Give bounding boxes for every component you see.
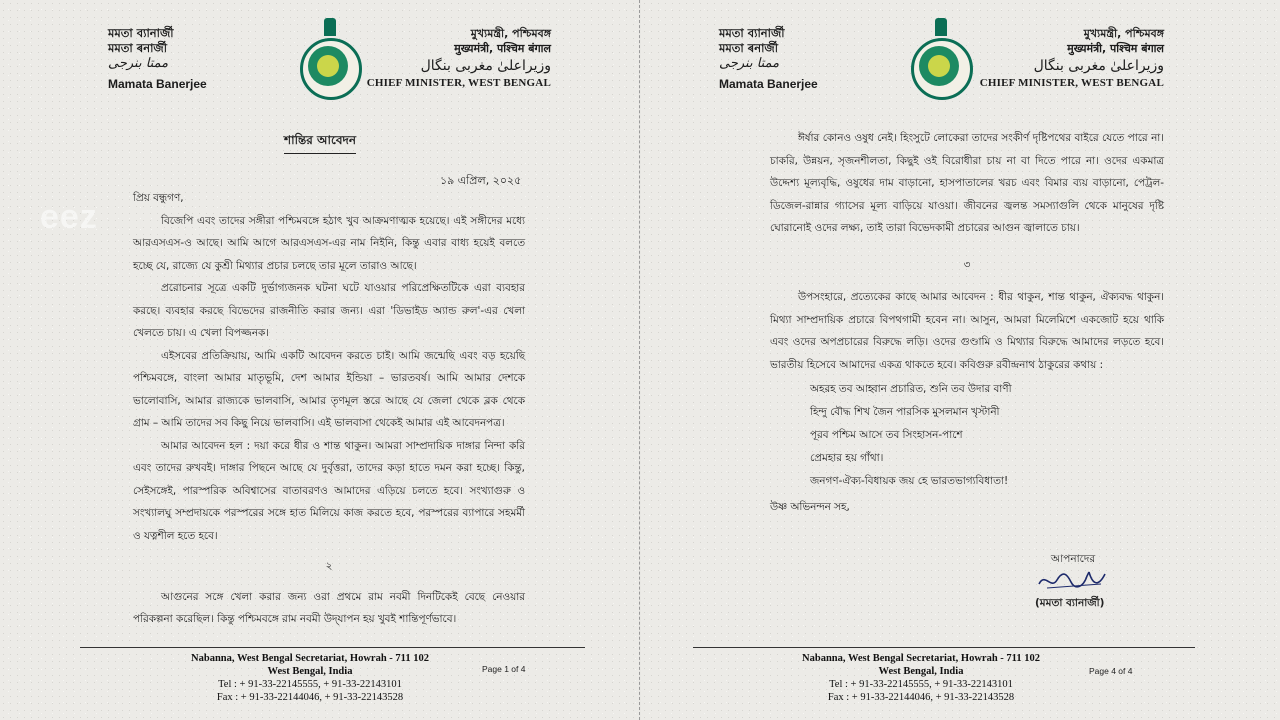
name-urdu: ممتا بنرجی — [719, 56, 780, 71]
signature-icon — [1037, 568, 1107, 592]
footer-rule — [693, 647, 1195, 648]
footer-address — [160, 652, 460, 704]
footer-rule — [80, 647, 585, 648]
poem-line: জনগণ-ঐক্য-বিধায়ক জয় হে ভারতভাগ্যবিধাতা! — [810, 475, 1009, 487]
header-title-block — [367, 26, 551, 90]
footer-line: Fax : + 91-33-22144046, + 91-33-22143528 — [216, 692, 404, 703]
footer-line: West Bengal, India — [878, 666, 964, 677]
footer-line: Tel : + 91-33-22145555, + 91-33-22143101 — [218, 679, 402, 690]
footer-line: West Bengal, India — [267, 666, 353, 677]
letter-date: ১৯ এপ্রিল, ২০২৫ — [440, 174, 522, 187]
footer-line: Tel : + 91-33-22145555, + 91-33-22143101 — [829, 679, 1013, 690]
salutation: প্রিয় বন্ধুগণ, — [133, 192, 184, 204]
section-marker: ২ — [325, 560, 333, 572]
paragraph: উপসংহারে, প্রত্যেকের কাছে আমার আবেদন : ধীর থাকুন, শান্ত থাকুন, ঐক্যবদ্ধ থাকুন। মিথ্যা সাম্প্রদায়িক প্রচারে বিপথগামী হবেন না। আসুন, আমরা মিলেমিশে একজোট হয়ে থাকি এবং ওদের অপপ্রচারের বিরুদ্ধে লড়ি। ওদের গুণ্ডামি ও মিথ্যার বিরুদ্ধে আমাদের লড়তে হবে। ভারতীয় হিসেবে আমাদের একত্র থাকতে হবে। কবিগুরু রবীন্দ্রনাথ ঠাকুরের কথায় : — [770, 291, 1164, 371]
title-hindi: मुख्यमंत्री, पश्चिम बंगाल — [1067, 42, 1164, 55]
page-number: Page 4 of 4 — [1089, 666, 1133, 676]
closing-yours: আপনাদের — [1051, 553, 1096, 565]
signatory-name: (মমতা ব্যানার্জী) — [1035, 597, 1105, 609]
header-name-block — [719, 26, 818, 92]
poem-quote — [770, 378, 1164, 493]
poem-line: প্রেমহার হয় গাঁথা। — [810, 452, 884, 464]
paragraph: বিজেপি এবং তাদের সঙ্গীরা পশ্চিমবঙ্গে হঠাৎ খুব আক্রমণাত্মক হয়েছে। এই সঙ্গীদের মধ্যে আরএসএস-ও আছে। আমি আগে আরএসএস-এর নাম নিইনি, কিন্তু এবার বাধ্য হয়েই বলতে হচ্ছে যে, রাজ্যে যে কুশ্রী মিথ্যার প্রচার চলছে তার মূলে তারাও আছে। — [133, 214, 525, 272]
name-regional: মমতা ৰনার্জী — [719, 41, 778, 55]
letter-body — [770, 127, 1164, 519]
paragraph: ঈর্ষার কোনও ওষুধ নেই। হিংসুটে লোকেরা তাদের সংকীর্ণ দৃষ্টিপথের বাইরে যেতে পারে না। চাকরি, উন্নয়ন, সৃজনশীলতা, কিছুই ওই বিরোধীরা চায় না বা দিতে পারে না। ওদের একমাত্র উদ্দেশ্য মূল্যবৃদ্ধি, ওষুধের দাম বাড়ানো, হাসপাতালের খরচ এবং বিমার ব্যয় বাড়ানো, পেট্রল-ডিজেল-রান্নার গ্যাসের মূল্য বাড়িয়ে যাওয়া। জীবনের জ্বলন্ত সমস্যাগুলি থেকে মানুষের দৃষ্টি ঘোরানোই ওদের লক্ষ্য, তাই তারা বিভেদকামী প্রচারের আগুন জ্বালাতে চায়। — [770, 132, 1164, 234]
document-title: শান্তির আবেদন — [284, 132, 356, 154]
name-english: Mamata Banerjee — [108, 77, 207, 91]
poem-line: অহরহ তব আহ্বান প্রচারিত, শুনি তব উদার বাণী — [810, 383, 1012, 395]
regards-line: উষ্ণ অভিনন্দন সহ, — [770, 501, 850, 513]
letter-page-1 — [0, 0, 639, 720]
paragraph: আগুনের সঙ্গে খেলা করার জন্য ওরা প্রথমে রাম নবমী দিনটিকেই বেছে নেওয়ার পরিকল্পনা করেছিল। কিন্তু পশ্চিমবঙ্গে রাম নবমী উদ্‌যাপন হয় খুবই শান্তিপূর্ণভাবে। — [133, 590, 525, 625]
name-bengali: মমতা ব্যানার্জী — [719, 26, 785, 40]
name-urdu: ممتا بنرجی — [108, 56, 169, 71]
header-title-block — [980, 26, 1164, 90]
name-bengali: মমতা ব্যানার্জী — [108, 26, 174, 40]
poem-line: হিন্দু বৌদ্ধ শিখ জৈন পারসিক মুসলমান খৃস্টানী — [810, 406, 1000, 418]
letter-body — [133, 187, 525, 631]
page-divider — [639, 0, 640, 720]
footer-line: Fax : + 91-33-22144046, + 91-33-22143528 — [827, 692, 1015, 703]
footer-line: Nabanna, West Bengal Secretariat, Howrah - 711 102 — [191, 653, 429, 664]
footer-line: Nabanna, West Bengal Secretariat, Howrah - 711 102 — [802, 653, 1040, 664]
paragraph: প্ররোচনার সূত্রে একটি দুর্ভাগ্যজনক ঘটনা ঘটে যাওয়ার পরিপ্রেক্ষিতটিকে এরা ব্যবহার করছে। ব্যবহার করছে বিভেদের রাজনীতি করার জন্য। এরা 'ডিভাইড অ্যান্ড রুল'-এর খেলা খেলতে চায়। এ খেলা বিপজ্জনক। — [133, 282, 526, 339]
title-bengali: মুখ্যমন্ত্রী, পশ্চিমবঙ্গ — [1083, 27, 1164, 40]
header-name-block — [108, 26, 207, 92]
page-number: Page 1 of 4 — [482, 664, 526, 674]
title-urdu: وزیراعلیٰ مغربی بنگال — [1033, 58, 1164, 74]
poem-line: পূরব পশ্চিম আসে তব সিংহাসন-পাশে — [810, 429, 963, 441]
title-english: CHIEF MINISTER, WEST BENGAL — [366, 77, 551, 89]
letter-page-4 — [641, 0, 1280, 720]
paragraph: আমার আবেদন হল : দয়া করে ধীর ও শান্ত থাকুন। আমরা সাম্প্রদায়িক দাঙ্গার নিন্দা করি এবং তাদের রুখবই। দাঙ্গার পিছনে আছে যে দুর্বৃত্তরা, তাদের কড়া হাতে দমন করা হচ্ছে। কিন্তু, সেইসঙ্গেই, পারস্পরিক অবিশ্বাসের বাতাবরণও আমাদের এড়িয়ে চলতে হবে। সংখ্যাগুরু ও সংখ্যালঘু সম্প্রদায়কে পরস্পরের সঙ্গে হাত মিলিয়ে কাজ করতে হবে, পরস্পরের ব্যাপারে সহমর্মী ও যত্নশীল হতে হবে। — [133, 439, 525, 542]
state-emblem-icon — [909, 18, 973, 102]
title-urdu: وزیراعلیٰ مغربی بنگال — [420, 58, 551, 74]
state-emblem-icon — [298, 18, 362, 102]
name-regional: মমতা ৰনার্জী — [108, 41, 167, 55]
watermark: eez — [40, 198, 98, 236]
title-hindi: मुख्यमंत्री, पश्चिम बंगाल — [454, 42, 551, 55]
title-english: CHIEF MINISTER, WEST BENGAL — [979, 77, 1164, 89]
paragraph: এইসবের প্রতিক্রিয়ায়, আমি একটি আবেদন করতে চাই। আমি জন্মেছি এবং বড় হয়েছি পশ্চিমবঙ্গে, বাংলা আমার মাতৃভূমি, দেশ আমার ইন্ডিয়া – ভারতবর্ষ। আমি আমার দেশকে ভালোবাসি, আমার রাজ্যকে ভালবাসি, আমার তৃণমূল স্তরে আছে যে জেলা থেকে ব্লক থেকে গ্রাম – আমি তাদের সব কিছু নিয়ে ভালবাসি। এই ভালবাসা থেকেই আমার এই আবেদনপত্র। — [133, 349, 525, 429]
section-marker: ৩ — [963, 258, 971, 271]
footer-address — [771, 652, 1071, 704]
title-bengali: মুখ্যমন্ত্রী, পশ্চিমবঙ্গ — [470, 27, 551, 40]
name-english: Mamata Banerjee — [719, 77, 818, 91]
